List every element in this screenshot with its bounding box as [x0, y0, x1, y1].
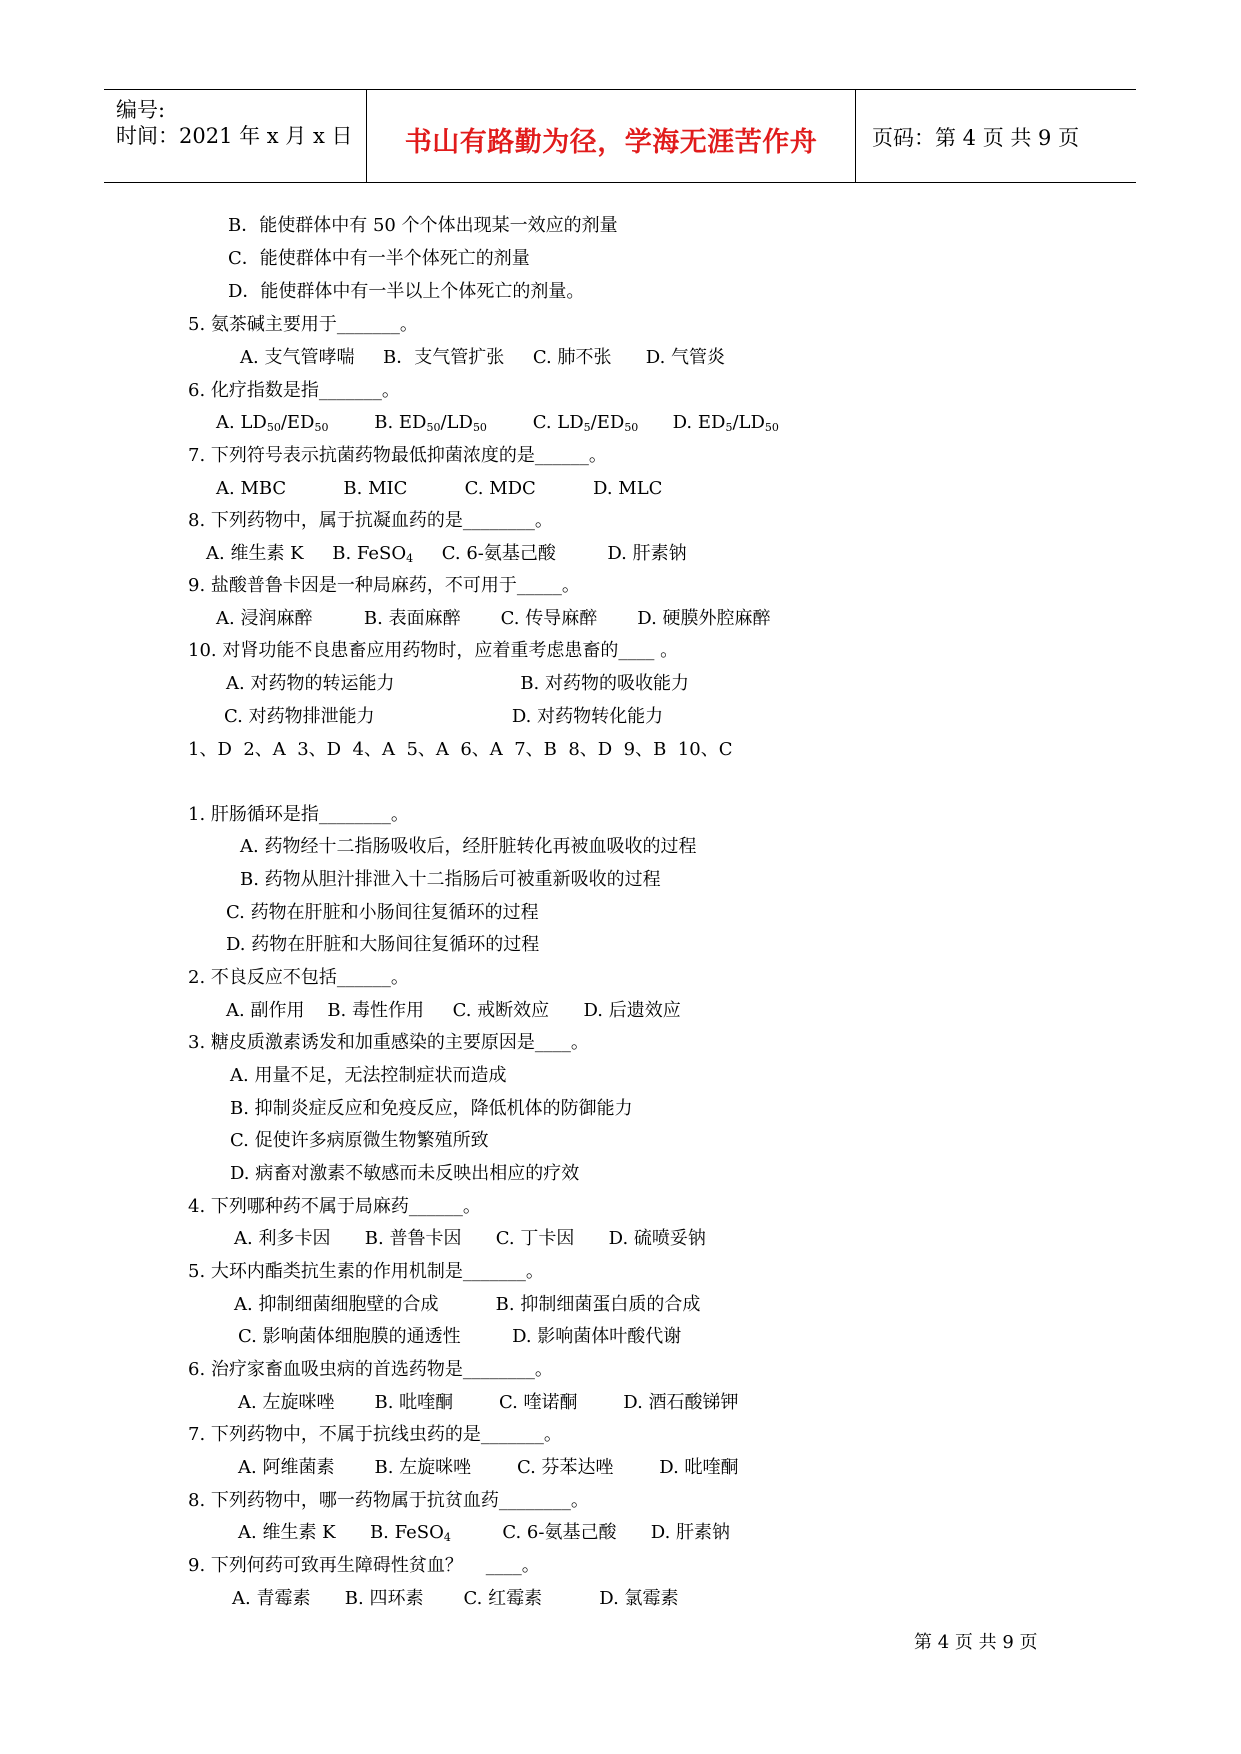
option-line: A. MBC B. MIC C. MDC D. MLC: [216, 478, 663, 499]
option-line: A. 副作用 B. 毒性作用 C. 戒断效应 D. 后遗效应: [226, 1000, 681, 1021]
option-line: B. 药物从胆汁排泄入十二指肠后可被重新吸收的过程: [240, 869, 661, 890]
question-line: 10. 对肾功能不良患畜应用药物时，应着重考虑患畜的____ 。: [188, 640, 679, 661]
option-line: C．能使群体中有一半个体死亡的剂量: [228, 248, 530, 269]
question-line: 6. 治疗家畜血吸虫病的首选药物是________。: [188, 1359, 553, 1380]
option-line: A. 对药物的转运能力 B. 对药物的吸收能力: [226, 673, 689, 694]
question-line: 8. 下列药物中，属于抗凝血药的是________。: [188, 510, 553, 531]
question-line: 7. 下列药物中，不属于抗线虫药的是_______。: [188, 1424, 562, 1445]
question-line: 3. 糖皮质激素诱发和加重感染的主要原因是____。: [188, 1032, 589, 1053]
question-line: 4. 下列哪种药不属于局麻药______。: [188, 1196, 481, 1217]
option-line: A. 阿维菌素 B. 左旋咪唑 C. 芬苯达唑 D. 吡喹酮: [238, 1457, 739, 1478]
option-line: C. 促使许多病原微生物繁殖所致: [230, 1130, 489, 1151]
question-line: 9. 下列何药可致再生障碍性贫血？ ____。: [188, 1555, 540, 1576]
question-line: 2. 不良反应不包括______。: [188, 967, 409, 988]
question-line: 8. 下列药物中，哪一药物属于抗贫血药________。: [188, 1490, 589, 1511]
option-line: D．能使群体中有一半以上个体死亡的剂量。: [228, 281, 585, 302]
option-line: A. 利多卡因 B. 普鲁卡因 C. 丁卡因 D. 硫喷妥钠: [234, 1228, 706, 1249]
motto: 书山有路勤为径，学海无涯苦作舟: [404, 127, 818, 158]
option-line: A. 抑制细菌细胞壁的合成 B. 抑制细菌蛋白质的合成: [234, 1294, 701, 1315]
option-line: C. 药物在肝脏和小肠间往复循环的过程: [226, 902, 539, 923]
option-line: B．能使群体中有 50 个个体出现某一效应的剂量: [228, 215, 618, 236]
question-line: 9. 盐酸普鲁卡因是一种局麻药，不可用于_____。: [188, 575, 580, 596]
option-line: C. 对药物排泄能力 D. 对药物转化能力: [224, 706, 664, 727]
option-line: A. 药物经十二指肠吸收后，经肝脏转化再被血吸收的过程: [240, 836, 697, 857]
page-footer: 第 4 页 共 9 页: [914, 1632, 1038, 1653]
option-line: A. 用量不足，无法控制症状而造成: [230, 1065, 507, 1086]
option-line: C. 影响菌体细胞膜的通透性 D. 影响菌体叶酸代谢: [238, 1326, 682, 1347]
option-line: A. 浸润麻醉 B. 表面麻醉 C. 传导麻醉 D. 硬膜外腔麻醉: [216, 608, 771, 629]
time-label: 时间：2021 年 x 月 x 日: [116, 124, 353, 148]
option-line: A. 左旋咪唑 B. 吡喹酮 C. 喹诺酮 D. 酒石酸锑钾: [238, 1392, 739, 1413]
serial-label: 编号:: [116, 98, 166, 122]
option-line: D. 药物在肝脏和大肠间往复循环的过程: [226, 934, 540, 955]
option-line: A. 维生素 K B. FeSO$_4$ C. 6-氨基己酸 D. 肝素钠: [238, 1522, 731, 1544]
question-line: 5. 大环内酯类抗生素的作用机制是_______。: [188, 1261, 544, 1282]
option-line: A. 维生素 K B. FeSO$_4$ C. 6-氨基己酸 D. 肝素钠: [206, 543, 687, 565]
answer-key: 1、D 2、A 3、D 4、A 5、A 6、A 7、B 8、D 9、B 10、C: [188, 739, 733, 760]
question-line: 7. 下列符号表示抗菌药物最低抑菌浓度的是______。: [188, 445, 607, 466]
question-line: 5. 氨茶碱主要用于_______。: [188, 314, 418, 335]
question-line: 6. 化疗指数是指_______。: [188, 380, 400, 401]
question-line: 1. 肝肠循环是指________。: [188, 804, 409, 825]
option-line: A. 支气管哮喘 B．支气管扩张 C. 肺不张 D. 气管炎: [240, 347, 726, 368]
option-line: A. 青霉素 B. 四环素 C. 红霉素 D. 氯霉素: [232, 1588, 679, 1609]
option-line: B. 抑制炎症反应和免疫反应，降低机体的防御能力: [230, 1098, 633, 1119]
option-line: A. $LD_{50}/ED_{50}$ B. $ED_{50}/LD_{50}$ C. $LD_5/ED_{50}$ D. $ED_5/LD_{50}$: [216, 412, 779, 434]
page-number-label: 页码：第 4 页 共 9 页: [872, 126, 1080, 150]
option-line: D. 病畜对激素不敏感而未反映出相应的疗效: [230, 1163, 580, 1184]
